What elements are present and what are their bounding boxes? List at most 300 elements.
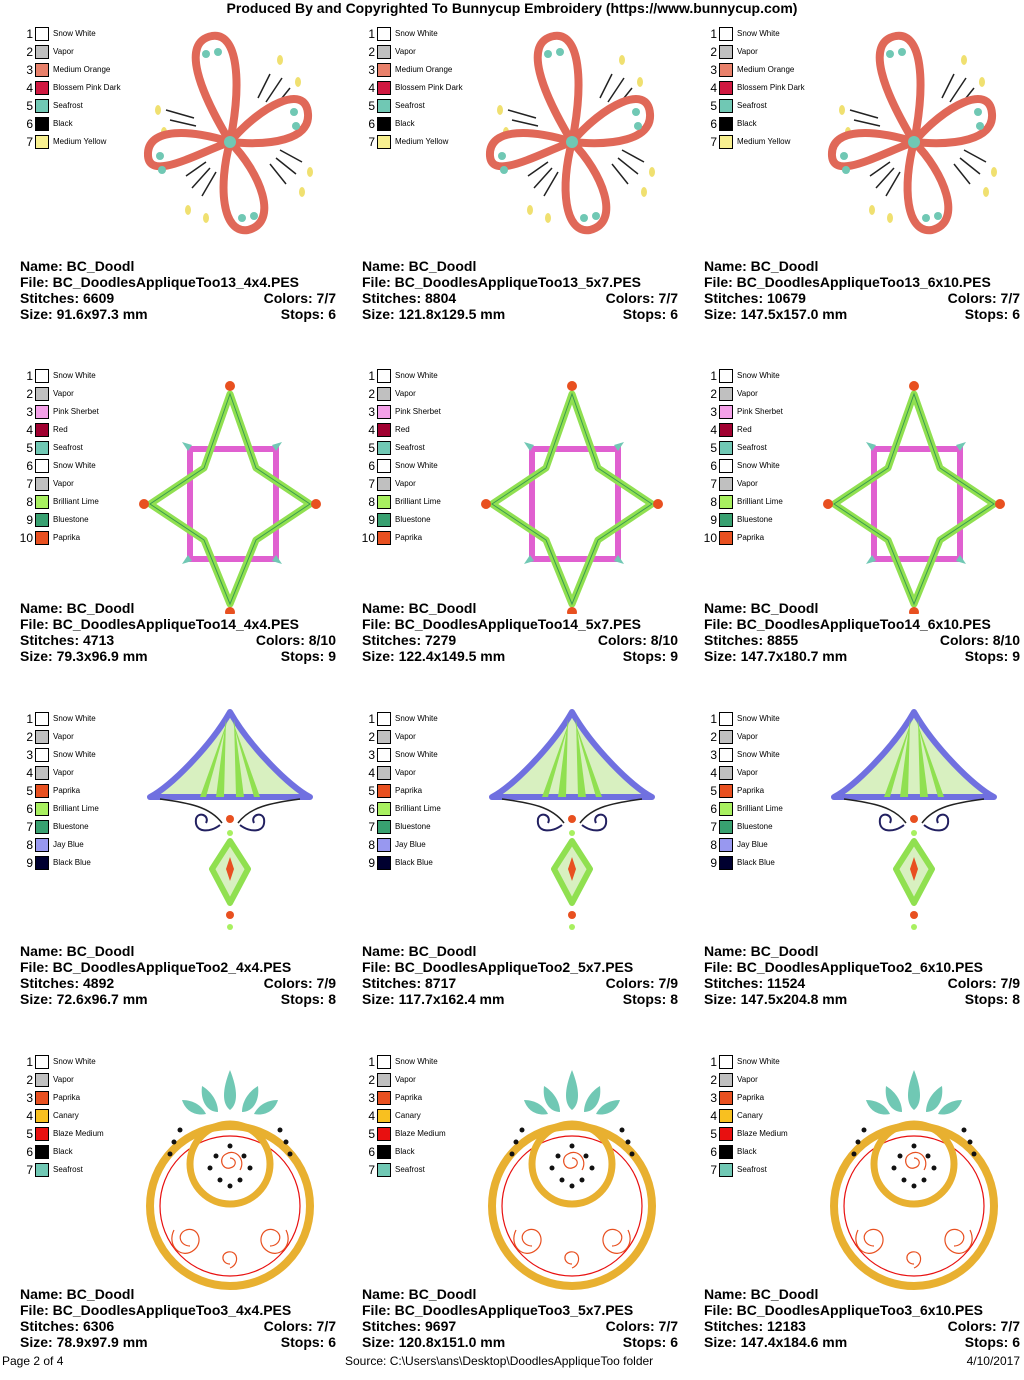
legend-row <box>699 801 819 819</box>
design-card <box>10 22 336 352</box>
thread-name: Snow White <box>395 29 438 38</box>
thread-swatch <box>719 1073 733 1087</box>
thread-swatch <box>35 856 49 870</box>
legend-row <box>699 98 819 116</box>
thread-number: 2 <box>26 730 33 744</box>
design-size: Size: 147.7x180.7 mm <box>704 648 848 664</box>
stop-count: Stops: 8 <box>280 991 336 1007</box>
design-info <box>20 1286 336 1350</box>
thread-name: Canary <box>395 1111 421 1120</box>
thread-name: Vapor <box>53 47 74 56</box>
thread-name: Vapor <box>737 47 758 56</box>
color-count: Colors: 7/7 <box>605 1318 678 1334</box>
thread-number: 1 <box>368 1055 375 1069</box>
thread-number: 4 <box>710 423 717 437</box>
design-size: Size: 147.4x184.6 mm <box>704 1334 848 1350</box>
thread-name: Seafrost <box>53 1165 83 1174</box>
thread-legend <box>699 26 819 152</box>
design-card <box>10 364 336 694</box>
thread-swatch <box>719 477 733 491</box>
thread-number: 2 <box>368 387 375 401</box>
design-file: File: BC_DoodlesAppliqueToo2_5x7.PES <box>362 959 634 975</box>
legend-row <box>699 1054 819 1072</box>
design-name: Name: BC_Doodl <box>704 600 819 616</box>
thread-name: Seafrost <box>395 101 425 110</box>
stitch-count: Stitches: 6306 <box>20 1318 115 1334</box>
legend-row <box>15 747 135 765</box>
thread-name: Vapor <box>737 732 758 741</box>
legend-row <box>357 422 477 440</box>
thread-name: Medium Yellow <box>53 137 107 146</box>
thread-number: 6 <box>710 459 717 473</box>
legend-row <box>357 711 477 729</box>
thread-number: 8 <box>710 495 717 509</box>
thread-number: 6 <box>710 802 717 816</box>
thread-name: Seafrost <box>737 443 767 452</box>
thread-number: 1 <box>710 369 717 383</box>
legend-row <box>357 404 477 422</box>
thread-swatch <box>719 1109 733 1123</box>
color-count: Colors: 7/7 <box>263 290 336 306</box>
thread-swatch <box>377 1109 391 1123</box>
legend-row <box>357 765 477 783</box>
legend-row <box>699 1108 819 1126</box>
legend-row <box>357 783 477 801</box>
thread-name: Jay Blue <box>53 840 84 849</box>
thread-name: Vapor <box>395 1075 416 1084</box>
thread-name: Black <box>53 119 73 128</box>
thread-number: 1 <box>710 712 717 726</box>
thread-name: Paprika <box>53 1093 81 1102</box>
thread-number: 4 <box>710 766 717 780</box>
circle-design <box>150 1070 310 1286</box>
thread-swatch <box>377 459 391 473</box>
legend-row <box>357 458 477 476</box>
thread-name: Brilliant Lime <box>737 497 783 506</box>
legend-row <box>15 530 135 548</box>
thread-swatch <box>35 1145 49 1159</box>
thread-swatch <box>719 45 733 59</box>
thread-swatch <box>377 369 391 383</box>
diamond-design <box>481 381 663 614</box>
design-preview <box>130 364 330 584</box>
thread-swatch <box>377 784 391 798</box>
thread-number: 9 <box>710 513 717 527</box>
thread-name: Snow White <box>737 750 780 759</box>
thread-number: 6 <box>368 459 375 473</box>
thread-swatch <box>719 838 733 852</box>
thread-swatch <box>719 81 733 95</box>
legend-row <box>357 98 477 116</box>
legend-row <box>357 530 477 548</box>
thread-name: Brilliant Lime <box>737 804 783 813</box>
legend-row <box>357 62 477 80</box>
thread-name: Blaze Medium <box>737 1129 788 1138</box>
legend-row <box>699 1162 819 1180</box>
thread-name: Paprika <box>395 786 423 795</box>
thread-number: 1 <box>26 712 33 726</box>
thread-name: Snow White <box>53 371 96 380</box>
legend-row <box>15 512 135 530</box>
design-file: File: BC_DoodlesAppliqueToo3_4x4.PES <box>20 1302 292 1318</box>
thread-name: Brilliant Lime <box>395 804 441 813</box>
design-preview <box>814 364 1014 584</box>
thread-number: 3 <box>26 63 33 77</box>
design-info <box>704 258 1020 322</box>
color-count: Colors: 7/9 <box>947 975 1020 991</box>
legend-row <box>699 44 819 62</box>
thread-name: Paprika <box>737 786 765 795</box>
legend-row <box>699 1144 819 1162</box>
legend-row <box>699 458 819 476</box>
footer-page: Page 2 of 4 <box>2 1354 64 1368</box>
thread-name: Vapor <box>395 732 416 741</box>
thread-swatch <box>377 1127 391 1141</box>
design-file: File: BC_DoodlesAppliqueToo3_5x7.PES <box>362 1302 634 1318</box>
thread-name: Red <box>737 425 752 434</box>
thread-number: 9 <box>26 513 33 527</box>
thread-swatch <box>377 748 391 762</box>
design-card <box>10 1050 336 1380</box>
color-count: Colors: 7/7 <box>263 1318 336 1334</box>
thread-swatch <box>35 99 49 113</box>
thread-name: Black Blue <box>395 858 433 867</box>
color-count: Colors: 8/10 <box>597 632 678 648</box>
thread-name: Blaze Medium <box>395 1129 446 1138</box>
thread-number: 9 <box>26 856 33 870</box>
legend-row <box>15 855 135 873</box>
thread-number: 7 <box>368 1163 375 1177</box>
legend-row <box>357 440 477 458</box>
legend-row <box>357 729 477 747</box>
legend-row <box>15 765 135 783</box>
legend-row <box>357 1054 477 1072</box>
thread-swatch <box>35 441 49 455</box>
thread-name: Black Blue <box>53 858 91 867</box>
legend-row <box>15 1144 135 1162</box>
legend-row <box>357 747 477 765</box>
stitch-count: Stitches: 8804 <box>362 290 457 306</box>
thread-name: Jay Blue <box>737 840 768 849</box>
color-count: Colors: 7/9 <box>263 975 336 991</box>
thread-number: 3 <box>368 748 375 762</box>
thread-swatch <box>377 441 391 455</box>
legend-row <box>357 1162 477 1180</box>
design-preview <box>472 364 672 584</box>
thread-number: 8 <box>710 838 717 852</box>
thread-swatch <box>35 531 49 545</box>
thread-name: Snow White <box>737 1057 780 1066</box>
legend-row <box>699 530 819 548</box>
thread-swatch <box>35 423 49 437</box>
thread-swatch <box>35 802 49 816</box>
thread-legend <box>357 1054 477 1180</box>
thread-swatch <box>35 1073 49 1087</box>
design-info <box>20 258 336 322</box>
thread-swatch <box>377 99 391 113</box>
legend-row <box>15 476 135 494</box>
thread-number: 1 <box>368 712 375 726</box>
thread-number: 4 <box>368 766 375 780</box>
thread-number: 3 <box>368 63 375 77</box>
design-size: Size: 72.6x96.7 mm <box>20 991 148 1007</box>
thread-swatch <box>719 784 733 798</box>
thread-swatch <box>377 63 391 77</box>
design-card <box>694 1050 1020 1380</box>
legend-row <box>699 783 819 801</box>
thread-name: Black <box>737 119 757 128</box>
legend-row <box>357 801 477 819</box>
thread-number: 7 <box>710 477 717 491</box>
footer-source: Source: C:\Users\ans\Desktop\DoodlesAppliqueToo folder <box>345 1354 654 1368</box>
thread-swatch <box>35 513 49 527</box>
thread-swatch <box>377 27 391 41</box>
thread-swatch <box>719 99 733 113</box>
stitch-count: Stitches: 10679 <box>704 290 806 306</box>
color-count: Colors: 8/10 <box>255 632 336 648</box>
legend-row <box>15 711 135 729</box>
thread-name: Snow White <box>737 29 780 38</box>
thread-name: Vapor <box>737 1075 758 1084</box>
thread-number: 4 <box>26 766 33 780</box>
flower-design <box>490 36 655 230</box>
legend-row <box>15 440 135 458</box>
legend-row <box>699 116 819 134</box>
umbrella-design <box>150 712 310 930</box>
thread-legend <box>357 26 477 152</box>
thread-swatch <box>377 513 391 527</box>
thread-name: Snow White <box>737 714 780 723</box>
stop-count: Stops: 6 <box>280 306 336 322</box>
thread-name: Medium Orange <box>53 65 111 74</box>
legend-row <box>357 368 477 386</box>
thread-legend <box>357 368 477 548</box>
thread-number: 1 <box>368 27 375 41</box>
design-size: Size: 147.5x204.8 mm <box>704 991 848 1007</box>
thread-swatch <box>719 766 733 780</box>
thread-name: Canary <box>53 1111 79 1120</box>
thread-number: 3 <box>26 1091 33 1105</box>
thread-swatch <box>377 531 391 545</box>
thread-name: Medium Yellow <box>737 137 791 146</box>
design-info <box>20 943 336 1007</box>
thread-number: 1 <box>26 369 33 383</box>
design-info <box>362 600 678 664</box>
thread-number: 2 <box>710 45 717 59</box>
thread-number: 4 <box>368 1109 375 1123</box>
design-file: File: BC_DoodlesAppliqueToo13_4x4.PES <box>20 274 300 290</box>
thread-swatch <box>35 1127 49 1141</box>
thread-number: 5 <box>710 441 717 455</box>
thread-swatch <box>719 135 733 149</box>
legend-row <box>357 837 477 855</box>
thread-swatch <box>377 730 391 744</box>
thread-name: Paprika <box>737 1093 765 1102</box>
design-card <box>352 22 678 352</box>
stop-count: Stops: 6 <box>280 1334 336 1350</box>
thread-number: 5 <box>368 784 375 798</box>
thread-name: Medium Orange <box>395 65 453 74</box>
design-preview <box>472 1050 672 1270</box>
design-name: Name: BC_Doodl <box>20 258 135 274</box>
design-file: File: BC_DoodlesAppliqueToo2_6x10.PES <box>704 959 984 975</box>
stitch-count: Stitches: 4892 <box>20 975 115 991</box>
legend-row <box>15 1090 135 1108</box>
legend-row <box>15 494 135 512</box>
design-name: Name: BC_Doodl <box>362 1286 477 1302</box>
stop-count: Stops: 8 <box>964 991 1020 1007</box>
thread-number: 2 <box>368 1073 375 1087</box>
thread-name: Vapor <box>53 1075 74 1084</box>
legend-row <box>699 855 819 873</box>
thread-swatch <box>719 748 733 762</box>
legend-row <box>357 819 477 837</box>
thread-swatch <box>377 423 391 437</box>
thread-number: 3 <box>26 748 33 762</box>
thread-legend <box>15 1054 135 1180</box>
thread-swatch <box>719 369 733 383</box>
stop-count: Stops: 8 <box>622 991 678 1007</box>
thread-legend <box>357 711 477 873</box>
stitch-count: Stitches: 11524 <box>704 975 806 991</box>
legend-row <box>357 1108 477 1126</box>
thread-name: Snow White <box>737 461 780 470</box>
thread-swatch <box>719 730 733 744</box>
thread-number: 7 <box>710 1163 717 1177</box>
thread-number: 8 <box>368 838 375 852</box>
thread-name: Vapor <box>395 479 416 488</box>
circle-design <box>834 1070 994 1286</box>
thread-number: 5 <box>710 99 717 113</box>
thread-swatch <box>35 766 49 780</box>
design-name: Name: BC_Doodl <box>704 943 819 959</box>
stitch-count: Stitches: 4713 <box>20 632 115 648</box>
thread-swatch <box>377 495 391 509</box>
thread-number: 7 <box>26 820 33 834</box>
legend-row <box>15 1072 135 1090</box>
thread-number: 6 <box>368 802 375 816</box>
thread-swatch <box>35 1055 49 1069</box>
thread-name: Vapor <box>395 47 416 56</box>
thread-number: 8 <box>26 495 33 509</box>
legend-row <box>357 1072 477 1090</box>
legend-row <box>15 783 135 801</box>
legend-row <box>357 26 477 44</box>
thread-name: Vapor <box>53 389 74 398</box>
stitch-count: Stitches: 12183 <box>704 1318 806 1334</box>
legend-row <box>357 44 477 62</box>
thread-number: 2 <box>710 1073 717 1087</box>
thread-name: Paprika <box>395 533 423 542</box>
thread-name: Brilliant Lime <box>395 497 441 506</box>
stop-count: Stops: 6 <box>964 1334 1020 1350</box>
thread-number: 9 <box>368 513 375 527</box>
design-size: Size: 120.8x151.0 mm <box>362 1334 506 1350</box>
thread-name: Vapor <box>737 389 758 398</box>
design-size: Size: 79.3x96.9 mm <box>20 648 148 664</box>
thread-number: 2 <box>710 730 717 744</box>
color-count: Colors: 7/7 <box>947 1318 1020 1334</box>
thread-number: 6 <box>26 1145 33 1159</box>
design-preview <box>814 22 1014 242</box>
design-info <box>704 943 1020 1007</box>
thread-swatch <box>719 513 733 527</box>
thread-name: Brilliant Lime <box>53 497 99 506</box>
thread-name: Snow White <box>395 461 438 470</box>
thread-number: 4 <box>710 81 717 95</box>
legend-row <box>357 1144 477 1162</box>
legend-row <box>15 98 135 116</box>
thread-swatch <box>719 1145 733 1159</box>
legend-row <box>15 62 135 80</box>
thread-number: 1 <box>26 27 33 41</box>
stop-count: Stops: 9 <box>964 648 1020 664</box>
thread-number: 6 <box>26 802 33 816</box>
legend-row <box>699 1072 819 1090</box>
color-count: Colors: 7/9 <box>605 975 678 991</box>
thread-swatch <box>377 117 391 131</box>
thread-swatch <box>35 1091 49 1105</box>
thread-number: 2 <box>26 45 33 59</box>
thread-number: 6 <box>710 1145 717 1159</box>
thread-name: Bluestone <box>53 822 89 831</box>
design-preview <box>814 1050 1014 1270</box>
thread-name: Snow White <box>395 750 438 759</box>
design-size: Size: 117.7x162.4 mm <box>362 991 505 1007</box>
design-size: Size: 147.5x157.0 mm <box>704 306 848 322</box>
thread-name: Vapor <box>395 389 416 398</box>
thread-legend <box>15 368 135 548</box>
thread-number: 5 <box>368 441 375 455</box>
design-card <box>352 1050 678 1380</box>
color-count: Colors: 8/10 <box>939 632 1020 648</box>
thread-swatch <box>377 838 391 852</box>
design-size: Size: 78.9x97.9 mm <box>20 1334 148 1350</box>
thread-name: Pink Sherbet <box>53 407 99 416</box>
design-preview <box>472 22 672 242</box>
thread-number: 3 <box>368 405 375 419</box>
footer-date: 4/10/2017 <box>966 1354 1020 1368</box>
legend-row <box>699 729 819 747</box>
thread-name: Vapor <box>53 479 74 488</box>
thread-name: Blossem Pink Dark <box>53 83 121 92</box>
thread-swatch <box>719 1091 733 1105</box>
thread-swatch <box>377 802 391 816</box>
legend-row <box>699 440 819 458</box>
thread-swatch <box>719 387 733 401</box>
legend-row <box>699 26 819 44</box>
legend-row <box>15 1108 135 1126</box>
thread-name: Vapor <box>395 768 416 777</box>
design-file: File: BC_DoodlesAppliqueToo2_4x4.PES <box>20 959 292 975</box>
legend-row <box>699 368 819 386</box>
thread-name: Snow White <box>395 714 438 723</box>
thread-swatch <box>35 117 49 131</box>
thread-name: Black <box>53 1147 73 1156</box>
thread-swatch <box>35 1109 49 1123</box>
diamond-design <box>139 381 321 614</box>
thread-number: 8 <box>26 838 33 852</box>
design-preview <box>130 22 330 242</box>
thread-swatch <box>719 802 733 816</box>
thread-name: Snow White <box>395 371 438 380</box>
thread-swatch <box>377 387 391 401</box>
legend-row <box>15 1162 135 1180</box>
thread-swatch <box>35 838 49 852</box>
thread-number: 4 <box>26 81 33 95</box>
legend-row <box>699 80 819 98</box>
thread-swatch <box>35 1163 49 1177</box>
